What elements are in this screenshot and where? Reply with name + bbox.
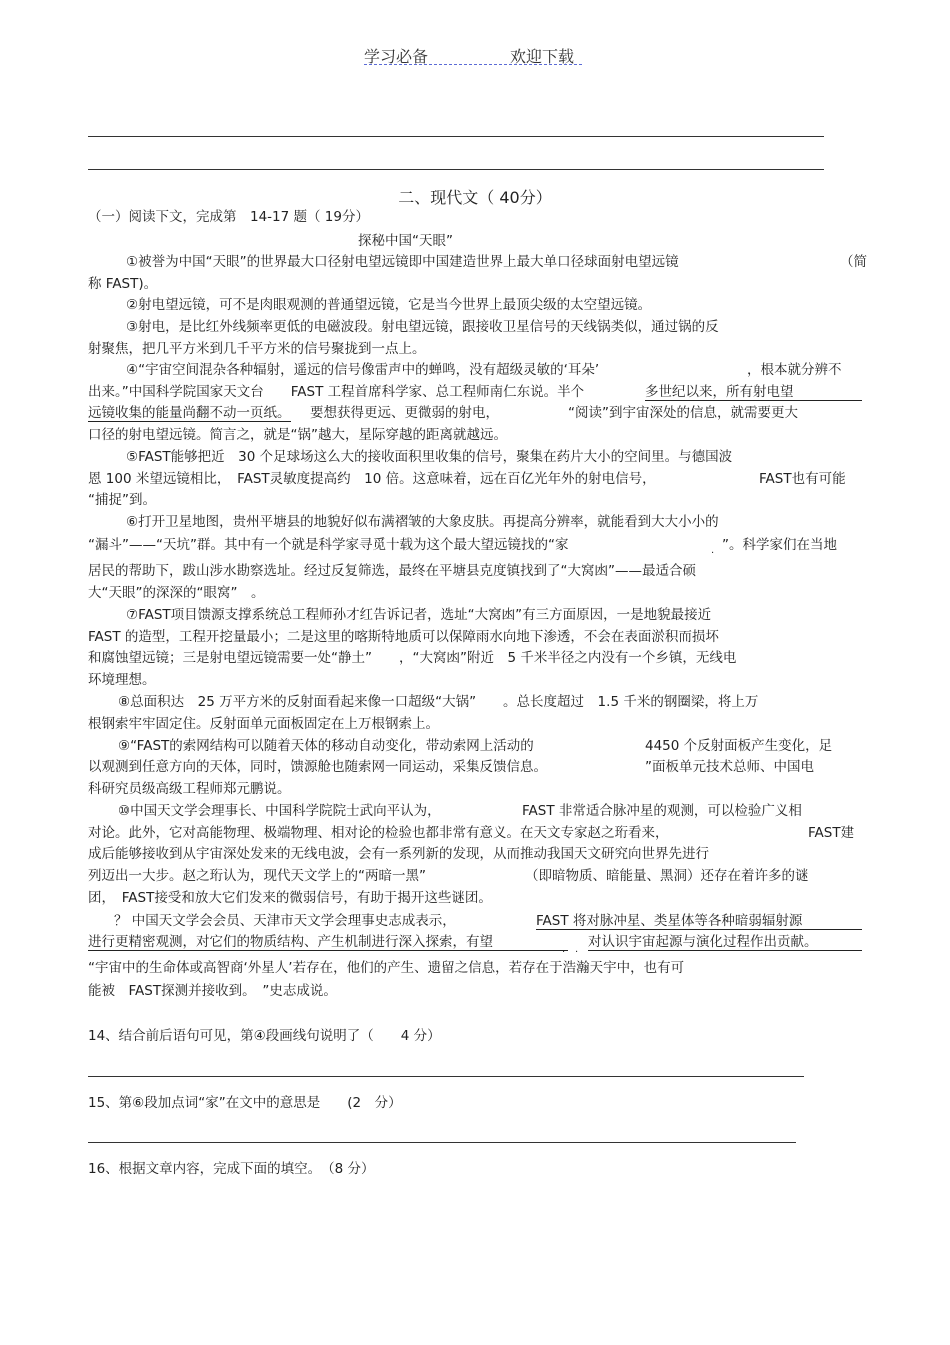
- text-line: ”。科学家们在当地: [722, 537, 837, 553]
- text-line: ③射电，是比红外线频率更低的电磁波段。射电望远镜，跟接收卫星信号的天线锅类似，通过锅的反: [126, 319, 719, 335]
- text-line: ①被誉为中国“天眼”的世界最大口径射电望远镜即中国建造世界上最大单口径球面射电望远镜: [126, 254, 679, 270]
- text-line: 对论。此外，它对高能物理、极端物理、相对论的检验也都非常有意义。在天文专家赵之珩看来，: [88, 825, 669, 841]
- text-line: ⑧总面积达 25 万平方米的反射面看起来像一口超级“大锅” 。总长度超过 1.5 千米的钢圈梁，将上万: [118, 694, 759, 710]
- text-line: ⑦FAST项目馈源支撑系统总工程师孙才红告诉记者，选址“大窝凼”有三方面原因，一是地貌最接近: [126, 607, 712, 623]
- text-line: ⑤FAST能够把近 30 个足球场这么大的接收面积里收集的信号，聚集在药片大小的空间里。与德国波: [126, 449, 733, 465]
- text-line: FAST 的造型，工程开挖量最小；二是这里的喀斯特地质可以保障雨水向地下渗透，不会在表面淤积而损坏: [88, 629, 719, 645]
- text-line: ④“宇宙空间混杂各种辐射，遥远的信号像雷声中的蝉鸣，没有超级灵敏的‘耳朵’: [126, 362, 600, 378]
- header-right: 欢迎下载: [510, 47, 575, 66]
- text-line: ，根本就分辨不: [747, 362, 842, 378]
- underlined-sentence: 对认识宇宙起源与演化过程作出贡献。: [588, 934, 862, 951]
- emphasis-dot: ·: [562, 947, 566, 958]
- text-line: FAST建: [808, 825, 855, 841]
- question-16: 16、根据文章内容，完成下面的填空。 （8 分）: [88, 1161, 375, 1177]
- text-line: 口径的射电望远镜。简言之，就是“锅”越大，星际穿越的距离就越远。: [88, 427, 507, 443]
- text-line: “捕捉”到。: [88, 492, 156, 508]
- underlined-sentence: FAST 将对脉冲星、类星体等各种暗弱辐射源: [536, 913, 862, 930]
- text-line: ”面板单元技术总师、中国电: [645, 759, 814, 775]
- question-15: 15、第⑥段加点词“家”在文中的意思是 (2 分）: [88, 1095, 402, 1111]
- question-14: 14、结合前后语句可见，第④段画线句说明了（ 4 分）: [88, 1028, 441, 1044]
- text-line: FAST也有可能: [759, 471, 846, 487]
- text-line: 出来。”中国科学院国家天文台 FAST 工程首席科学家、总工程师南仁东说。半个: [88, 384, 585, 400]
- text-line: 环境理想。: [88, 672, 156, 688]
- text-line: 4450 个反射面板产生变化，足: [645, 738, 833, 754]
- text-line: 称 FAST)。: [88, 276, 158, 292]
- text-line: “宇宙中的生命体或高智商‘外星人’若存在，他们的产生、遗留之信息，若存在于浩瀚天宇中，也有可: [88, 960, 685, 976]
- text-line: 列迈出一大步。赵之珩认为，现代天文学上的“两暗一黑”: [88, 868, 426, 884]
- header-left: 学习必备: [364, 47, 429, 66]
- answer-line: [88, 1076, 804, 1077]
- article-title: 探秘中国“天眼”: [358, 233, 453, 249]
- underlined-sentence: 进行更精密观测，对它们的物质结构、产生机制进行深入探索，有望: [88, 934, 568, 951]
- text-line: 以观测到任意方向的天体，同时，馈源舱也随索网一同运动，采集反馈信息。: [88, 759, 547, 775]
- text-line: ⑨“FAST的索网结构可以随着天体的移动自动变化，带动索网上活动的: [118, 738, 534, 754]
- underlined-sentence: 远镜收集的能量尚翻不动一页纸。: [88, 405, 291, 421]
- answer-line: [88, 136, 824, 137]
- text-line: 居民的帮助下，跋山涉水勘察选址。经过反复筛选，最终在平塘县克度镇找到了“大窝凼”——最适合硕: [88, 563, 696, 579]
- text-line: 科研究员级高级工程师郑元鹏说。: [88, 781, 291, 797]
- text-line: “漏斗”——“天坑”群。其中有一个就是科学家寻觅十载为这个最大望远镜找的“家: [88, 537, 569, 553]
- text-line: ⑥打开卫星地图，贵州平塘县的地貌好似布满褶皱的大象皮肤。再提高分辨率，就能看到大大小小的: [126, 514, 719, 530]
- answer-line: [88, 169, 824, 170]
- emphasis-dot: ·: [575, 947, 579, 958]
- text-line: 大“天眼”的深深的“眼窝” 。: [88, 585, 265, 601]
- emphasis-dot: ·: [711, 548, 715, 559]
- text-line: 和腐蚀望远镜；三是射电望远镜需要一处“静土” ，“大窝凼”附近 5 千米半径之内没有一个乡镇，无线电: [88, 650, 737, 666]
- text-line: 根钢索牢牢固定住。反射面单元面板固定在上万根钢索上。: [88, 716, 439, 732]
- text-line: ⑩中国天文学会理事长、中国科学院院士武向平认为，: [118, 803, 441, 819]
- section-title: 二、现代文（ 40分）: [398, 188, 552, 207]
- text-line: 能被 FAST探测并接收到。 ”史志成说。: [88, 983, 337, 999]
- answer-line: [88, 1142, 796, 1143]
- text-line: FAST 非常适合脉冲星的观测，可以检验广义相: [522, 803, 802, 819]
- part-intro: （一）阅读下文，完成第 14-17 题（ 19分）: [88, 209, 369, 225]
- text-line: 成后能够接收到从宇宙深处发来的无线电波，会有一系列新的发现，从而推动我国天文研究向世界先进行: [88, 846, 709, 862]
- underlined-sentence: 多世纪以来，所有射电望: [645, 384, 862, 401]
- text-line: （简: [840, 254, 867, 270]
- text-line: ？ 中国天文学会会员、天津市天文学会理事史志成表示，: [114, 913, 456, 929]
- text-line: 要想获得更远、更微弱的射电，: [310, 405, 499, 421]
- header-underline: [364, 64, 582, 65]
- text-line: ②射电望远镜，可不是肉眼观测的普通望远镜，它是当今世界上最顶尖级的太空望远镜。: [126, 297, 652, 313]
- text-line: “阅读”到宇宙深处的信息，就需要更大: [568, 405, 798, 421]
- text-line: 团， FAST接受和放大它们发来的微弱信号，有助于揭开这些谜团。: [88, 890, 492, 906]
- text-line: （即暗物质、暗能量、黑洞）还存在着许多的谜: [525, 868, 809, 884]
- text-line: 射聚焦，把几平方米到几千平方米的信号聚拢到一点上。: [88, 341, 426, 357]
- text-line: 恩 100 米望远镜相比， FAST灵敏度提高约 10 倍。这意味着，远在百亿光年外的射电信号，: [88, 471, 656, 487]
